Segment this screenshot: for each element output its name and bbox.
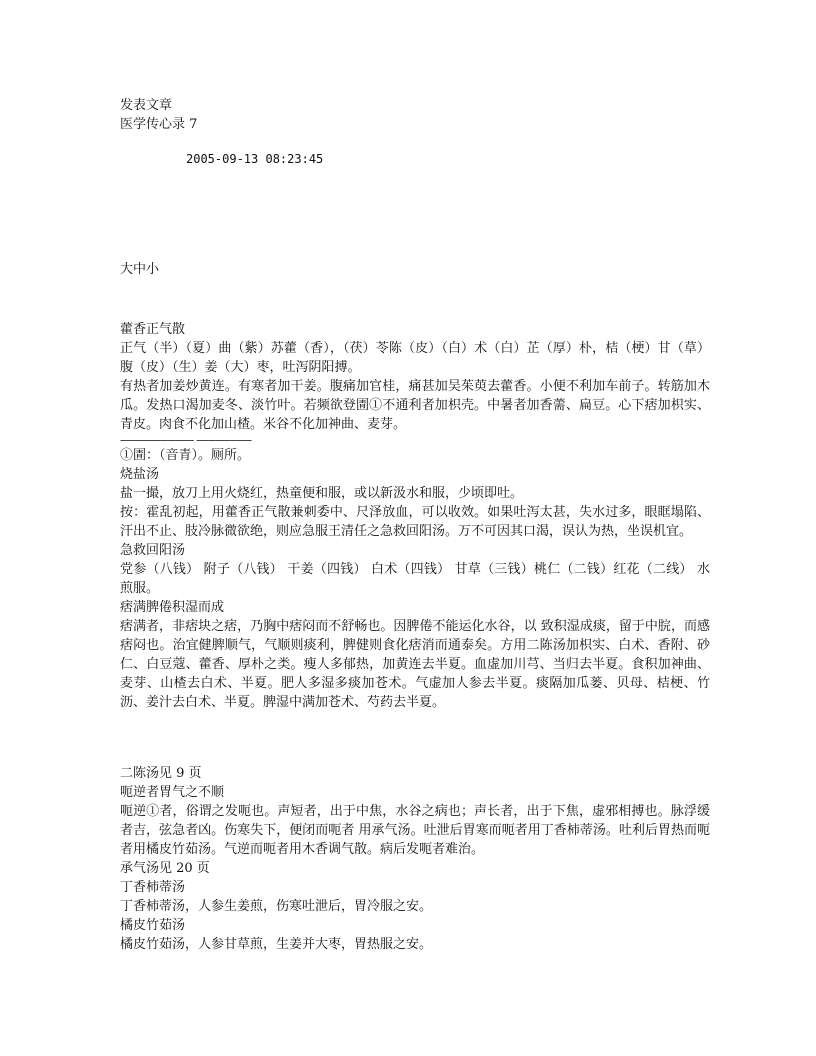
- recipe-text: 党参（八钱） 附子（八钱） 干姜（四钱） 白术（四钱） 甘草（三钱）桃仁（二钱）红花（二线） 水煎服。: [120, 562, 710, 596]
- recipe-text: 丁香柿蒂汤，人参生姜煎，伤寒吐泄后，胃冷服之安。: [120, 899, 433, 914]
- section-title: 烧盐汤: [120, 467, 160, 482]
- divider-line: ------------------------ ------------------: [120, 434, 252, 446]
- spacer: [120, 279, 710, 320]
- section-paragraph: 痞满者，非痞块之痞，乃胸中痞闷而不舒畅也。因脾倦不能运化水谷，以 致积湿成痰，留于中脘，而感痞闷也。治宜健脾顺气，气顺则痰利，脾健则食化痞消而通泰矣。方用二陈汤加枳实、白术、香附、砂仁、白豆蔻、藿香、厚朴之类。瘦人多郁热，加黄连去半夏。血虚加川芎、当归去半夏。食积加神曲、麦芽、山楂去白术、半夏。肥人多湿多痰加苍术。气虚加人参去半夏。痰隔加瓜蒌、贝母、桔梗、竹沥、姜汁去白术、半夏。脾湿中满加苍术、芍药去半夏。: [120, 619, 710, 710]
- spacer: [120, 169, 710, 260]
- article-body: [120, 96, 710, 954]
- recipe-text: 盐一撮，放刀上用火烧红，热童便和服，或以新汲水和服，少顷即吐。: [120, 486, 524, 501]
- article-title: 医学传心录 7: [120, 117, 198, 132]
- commentary-note: 按：霍乱初起，用藿香正气散兼刺委中、尺泽放血，可以收效。如果吐泻太甚，失水过多，眼眶塌陷、汗出不止、肢冷脉微欲绝，则应急服王清任之急救回阳汤。万不可因其口渴，误认为热，坐误机宜。: [120, 505, 710, 539]
- section-title: 呃逆者胃气之不顺: [120, 785, 225, 800]
- post-timestamp: 2005-09-13 08:23:45: [186, 152, 324, 166]
- page-reference: 承气汤见 20 页: [120, 861, 210, 876]
- font-size-switch[interactable]: 大中小: [120, 262, 160, 277]
- section-paragraph: 呃逆①者，俗谓之发呃也。声短者，出于中焦，水谷之病也；声长者，出于下焦，虚邪相搏也。脉浮缓者吉，弦急者凶。伤寒失下，便闭而呃者 用承气汤。吐泄后胃寒而呃者用丁香柿蒂汤。吐利后胃热而呃者用橘皮竹茹汤。气逆而呃者用木香调气散。病后发呃者难治。: [120, 804, 710, 857]
- recipe-text: 橘皮竹茹汤，人参甘草煎，生姜并大枣，胃热服之安。: [120, 937, 433, 952]
- section-title: 急救回阳汤: [120, 543, 186, 558]
- section-title: 橘皮竹茹汤: [120, 918, 186, 933]
- formula-modifications: 有热者加姜炒黄连。有寒者加干姜。腹痛加官桂，痛甚加吴茱萸去藿香。小便不利加车前子。转筋加木瓜。发热口渴加麦冬、淡竹叶。若频欲登圊①不通利者加枳壳。中暑者加香薷、扁豆。心下痞加枳实、青皮。肉食不化加山楂。米谷不化加神曲、麦芽。: [120, 379, 710, 432]
- section-title: 丁香柿蒂汤: [120, 880, 186, 895]
- section-title: 藿香正气散: [120, 322, 186, 337]
- spacer: [120, 134, 710, 150]
- section-title: 痞满脾倦积湿而成: [120, 600, 225, 615]
- header-label: 发表文章: [120, 98, 173, 113]
- footnote: ①圊：（音青）。厕所。: [120, 448, 251, 463]
- page-reference: 二陈汤见 9 页: [120, 766, 202, 781]
- spacer: [120, 712, 710, 764]
- formula-verse: 正气（半）（夏）曲（紫）苏藿（香），（茯）苓陈（皮）（白）术（白）芷（厚）朴，桔（梗）甘（草）腹（皮）（生）姜（大）枣，吐泻阴阳搏。: [120, 341, 710, 375]
